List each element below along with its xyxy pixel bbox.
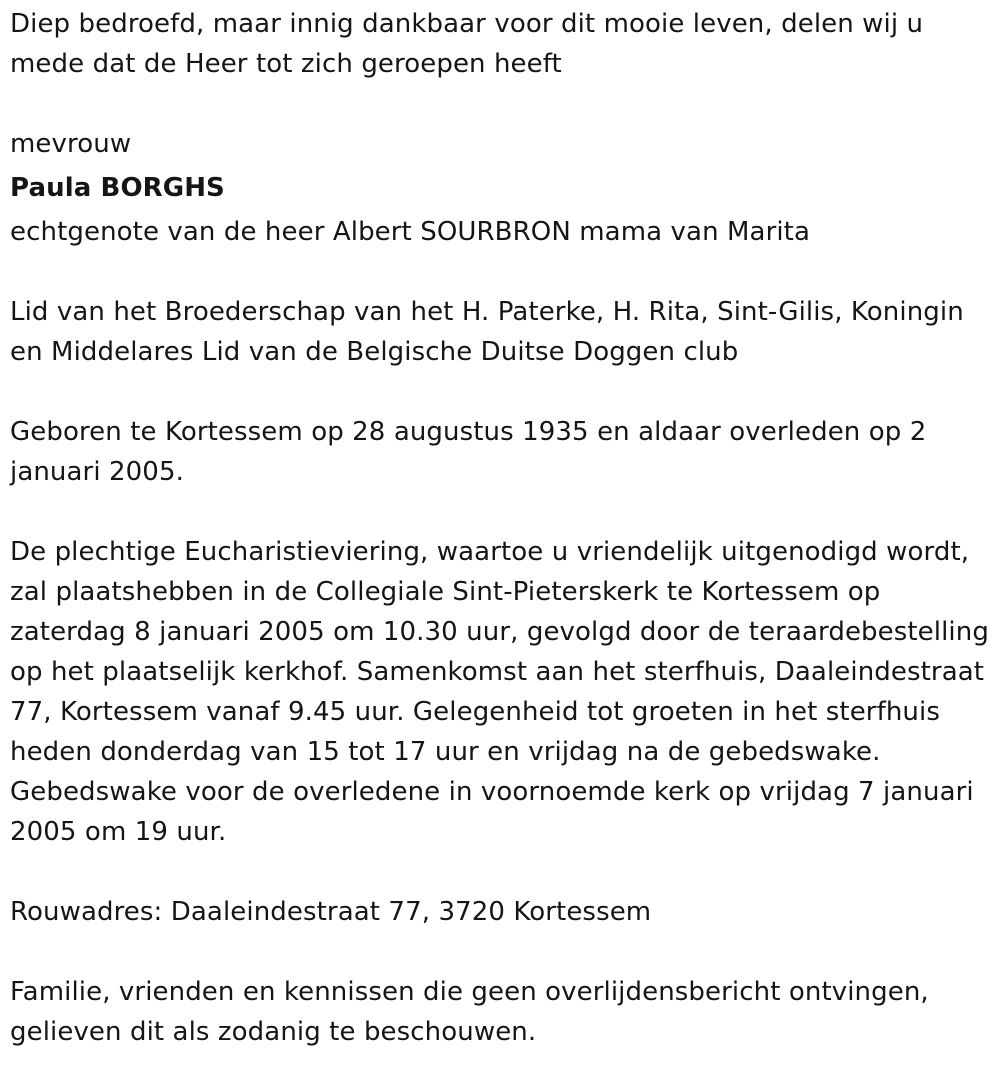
birth-death-paragraph: Geboren te Kortessem op 28 augustus 1935 en aldaar overleden op 2 januari 2005. [10, 417, 927, 487]
spacer [10, 372, 995, 412]
obituary-notice [10, 4, 995, 1052]
honorific: mevrouw [10, 129, 132, 159]
spacer [10, 492, 995, 532]
ceremony-paragraph: De plechtige Eucharistieviering, waartoe u vriendelijk uitgenodigd wordt, zal plaatshebben in de Collegiale Sint-Pieterskerk te Kortessem op zaterdag 8 januari 2005 om 10.30 uur, gevolgd door de teraardebestelling op het plaatselijk kerkhof. Samenkomst aan het sterfhuis, Daaleindestraat 77, Kortessem vanaf 9.45 uur. Gelegenheid tot groeten in het sterfhuis heden donderdag van 15 tot 17 uur en vrijdag na de gebedswake. Gebedswake voor de overledene in voornoemde kerk op vrijdag 7 januari 2005 om 19 uur. [10, 537, 989, 847]
spacer [10, 852, 995, 892]
spacer [10, 932, 995, 972]
mourning-address: Rouwadres: Daaleindestraat 77, 3720 Kortessem [10, 897, 652, 927]
family-relation: echtgenote van de heer Albert SOURBRON mama van Marita [10, 217, 811, 247]
memberships-paragraph: Lid van het Broederschap van het H. Paterke, H. Rita, Sint-Gilis, Koningin en Middelares Lid van de Belgische Duitse Doggen club [10, 297, 964, 367]
intro-paragraph: Diep bedroefd, maar innig dankbaar voor dit mooie leven, delen wij u mede dat de Heer tot zich geroepen heeft [10, 9, 924, 79]
spacer [10, 252, 995, 292]
closing-paragraph: Familie, vrienden en kennissen die geen overlijdensbericht ontvingen, gelieven dit als zodanig te beschouwen. [10, 977, 929, 1047]
spacer [10, 84, 995, 124]
deceased-name: Paula BORGHS [10, 173, 225, 203]
